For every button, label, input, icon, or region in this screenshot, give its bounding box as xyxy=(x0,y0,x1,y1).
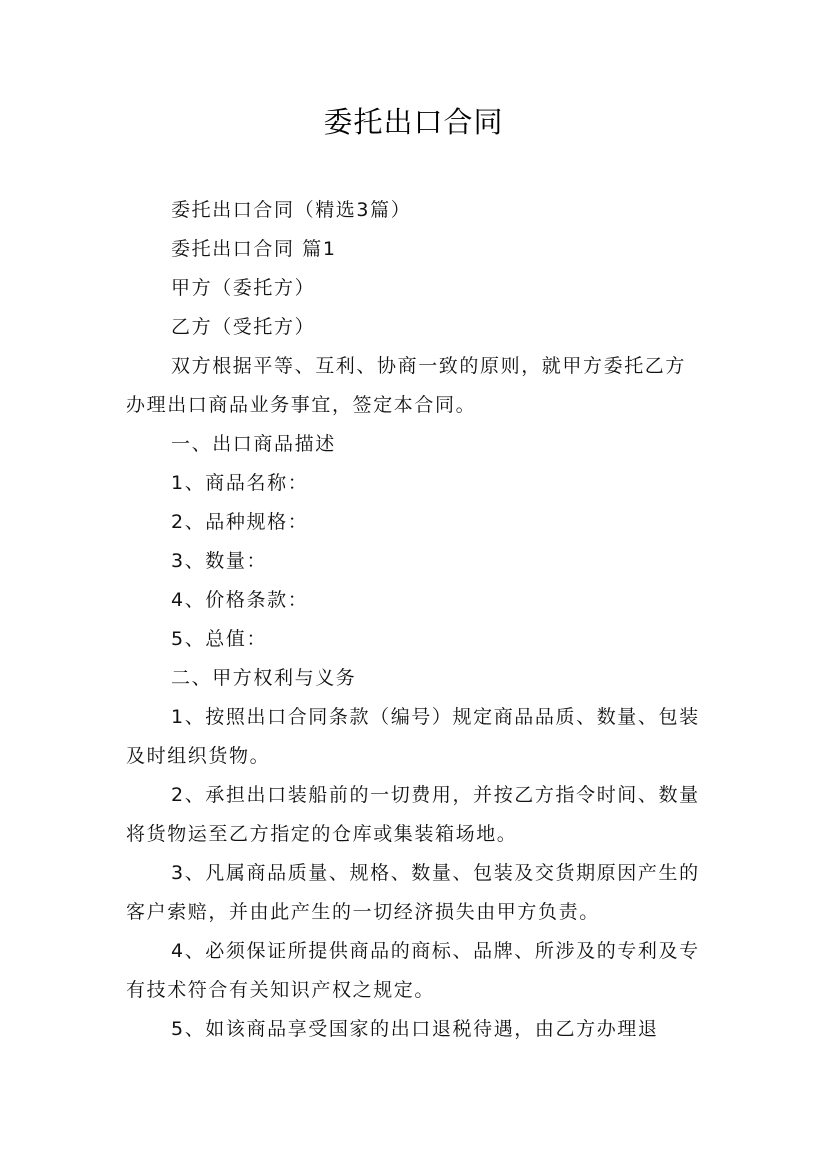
paragraph-goods-total: 5、总值： xyxy=(171,628,268,650)
document-body xyxy=(126,191,706,1049)
paragraph-preamble: 双方根据平等、互利、协商一致的原则，就甲方委托乙方办理出口商品业务事宜，签定本合同。 xyxy=(126,355,687,416)
paragraph-section-heading: 委托出口合同 篇1 xyxy=(171,238,337,260)
paragraph-goods-spec: 2、品种规格： xyxy=(171,511,309,533)
paragraph-goods-quantity: 3、数量： xyxy=(171,550,268,572)
paragraph-party-a: 甲方（委托方） xyxy=(171,277,316,299)
paragraph-duty-2: 2、承担出口装船前的一切费用，并按乙方指令时间、数量将货物运至乙方指定的仓库或集装箱场地。 xyxy=(126,784,700,845)
paragraph-heading-goods: 一、出口商品描述 xyxy=(171,433,336,455)
paragraph-goods-name: 1、商品名称： xyxy=(171,472,309,494)
paragraph-duty-5: 5、如该商品享受国家的出口退税待遇，由乙方办理退 xyxy=(171,1018,659,1040)
paragraph-heading-party-a-duties: 二、甲方权利与义务 xyxy=(171,667,357,689)
document-title: 委托出口合同 xyxy=(323,105,504,139)
paragraph-subtitle: 委托出口合同（精选3篇） xyxy=(171,199,412,221)
paragraph-party-b: 乙方（受托方） xyxy=(171,316,316,338)
paragraph-duty-3: 3、凡属商品质量、规格、数量、包装及交货期原因产生的客户索赔，并由此产生的一切经济损失由甲方负责。 xyxy=(126,862,700,923)
paragraph-duty-1: 1、按照出口合同条款（编号）规定商品品质、数量、包装及时组织货物。 xyxy=(126,706,700,767)
paragraph-goods-price: 4、价格条款： xyxy=(171,589,309,611)
paragraph-duty-4: 4、必须保证所提供商品的商标、品牌、所涉及的专利及专有技术符合有关知识产权之规定。 xyxy=(126,940,700,1001)
